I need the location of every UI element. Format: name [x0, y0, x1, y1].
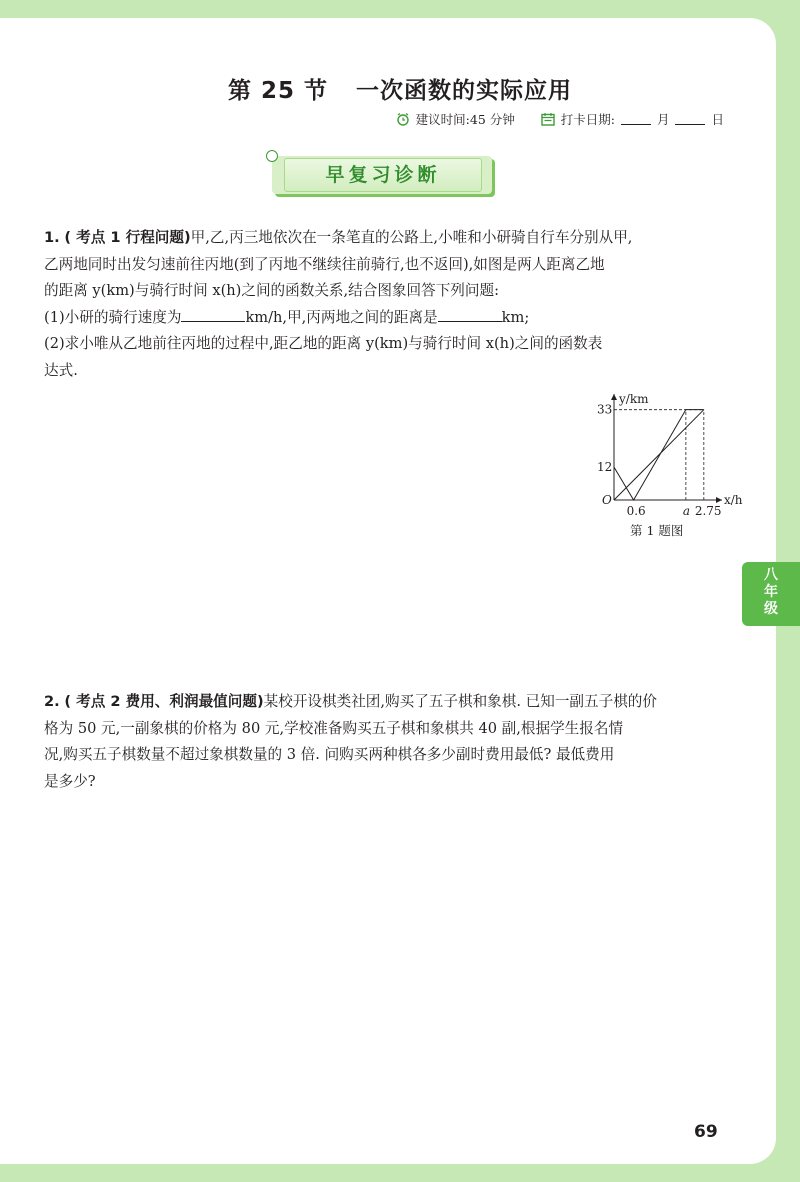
grade-char: 级: [764, 601, 778, 617]
meta-row: [396, 110, 724, 128]
grade-char: 八: [764, 567, 778, 583]
month-label: 月: [656, 112, 670, 127]
question-2: [44, 689, 734, 795]
question-2-line-1: [44, 689, 734, 716]
y-axis-label: y/km: [619, 392, 649, 406]
question-2-line-4: 是多少?: [44, 772, 96, 790]
x-tick-label: 0.6: [626, 504, 646, 518]
day-blank[interactable]: [675, 114, 705, 125]
question-1-line-2: 乙两地同时出发匀速前往丙地(到了丙地不继续往前骑行,也不返回),如图是两人距离乙地: [44, 255, 605, 273]
figure-caption: 第 1 题图: [630, 523, 684, 538]
question-1: [44, 225, 734, 384]
question-1-part-2-cont: 达式.: [44, 361, 78, 379]
question-text: 甲,乙,丙三地依次在一条笔直的公路上,小唯和小研骑自行车分别从甲,: [190, 229, 633, 246]
y-tick-label: 12: [597, 460, 613, 475]
distance-time-graph: [596, 390, 743, 518]
part1-text: (1)小研的骑行速度为: [44, 308, 182, 326]
question-1-line-3: 的距离 y(km)与骑行时间 x(h)之间的函数关系,结合图象回答下列问题:: [44, 282, 500, 299]
question-number: 1.: [44, 229, 60, 246]
month-blank[interactable]: [621, 114, 651, 125]
calendar-icon: [541, 112, 555, 126]
question-number: 2.: [44, 693, 60, 710]
grade-char: 年: [764, 584, 778, 600]
distance-blank[interactable]: [438, 307, 502, 322]
grade-side-tab[interactable]: [742, 562, 800, 626]
question-1-line-1: [44, 225, 734, 252]
question-text: 某校开设棋类社团,购买了五子棋和象棋. 已知一副五子棋的价: [263, 693, 657, 710]
y-tick-label: 33: [597, 402, 613, 417]
x-tick-label: a: [682, 504, 691, 518]
suggest-time: 建议时间:45 分钟: [415, 112, 515, 127]
speed-blank[interactable]: [181, 307, 245, 322]
question-2-line-2: 格为 50 元,一副象棋的价格为 80 元,学校准备购买五子棋和象棋共 40 副,根据学生报名情: [44, 719, 624, 737]
question-tag: ( 考点 2 费用、利润最值问题): [64, 693, 264, 710]
x-axis-label: x/h: [724, 493, 743, 507]
origin-label: O: [602, 493, 612, 507]
alarm-clock-icon: [396, 112, 410, 126]
x-axis-arrow-icon: [716, 497, 722, 503]
section-banner: [272, 156, 492, 194]
part1-text-c: km;: [501, 308, 530, 326]
page-title: [0, 72, 800, 105]
series-line: [614, 410, 704, 500]
question-1-part-1: [44, 305, 734, 332]
question-2-line-3: 况,购买五子棋数量不超过象棋数量的 3 倍. 问购买两种棋各多少副时费用最低? 最低费用: [44, 746, 615, 763]
section-title: 一次函数的实际应用: [356, 78, 573, 104]
section-number: 第 25 节: [227, 78, 329, 104]
question-1-part-2: (2)求小唯从乙地前往丙地的过程中,距乙地的距离 y(km)与骑行时间 x(h)之间的函数表: [44, 335, 603, 352]
checkin-label: 打卡日期:: [560, 112, 615, 127]
page-number: 69: [694, 1122, 718, 1142]
banner-label: 早复习诊断: [284, 158, 482, 192]
x-tick-label: 2.75: [694, 504, 722, 518]
question-tag: ( 考点 1 行程问题): [64, 229, 191, 246]
day-label: 日: [711, 112, 724, 127]
y-axis-arrow-icon: [611, 394, 617, 400]
part1-text-b: km/h,甲,丙两地之间的距离是: [245, 308, 438, 326]
banner-pin-icon: [266, 150, 278, 162]
